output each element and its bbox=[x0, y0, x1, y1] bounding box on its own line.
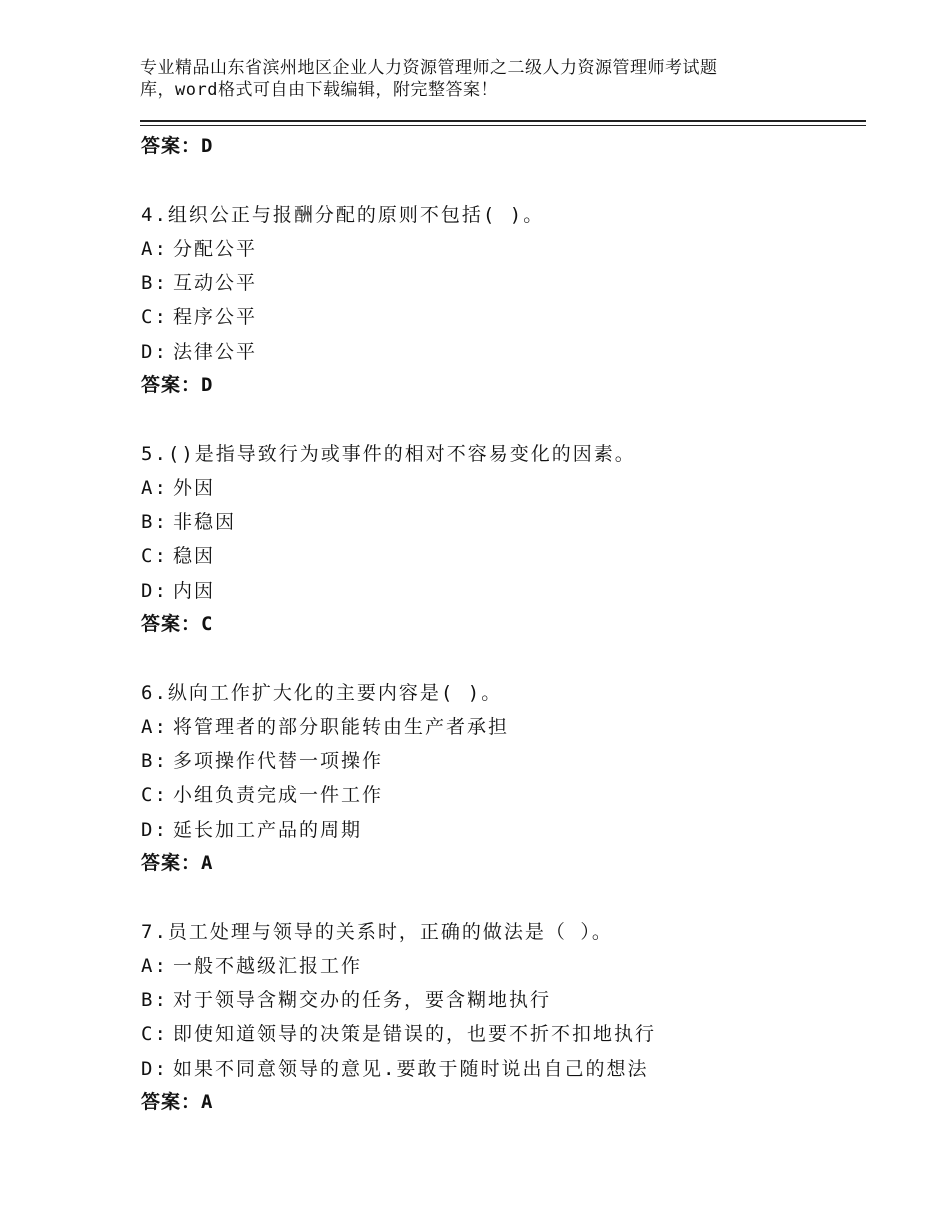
option-a bbox=[141, 951, 362, 978]
option-key: A: bbox=[141, 477, 168, 499]
option-text: 对于领导含糊交办的任务，要含糊地执行 bbox=[173, 989, 552, 1011]
option-key: D: bbox=[141, 819, 168, 841]
option-c bbox=[141, 780, 383, 807]
answer-label: 答案：D bbox=[141, 374, 214, 396]
option-d bbox=[141, 576, 215, 603]
option-text: 将管理者的部分职能转由生产者承担 bbox=[173, 716, 510, 738]
option-key: D: bbox=[141, 1058, 168, 1080]
option-key: C: bbox=[141, 545, 168, 567]
option-key: B: bbox=[141, 750, 168, 772]
option-text: 小组负责完成一件工作 bbox=[173, 784, 384, 806]
option-c bbox=[141, 1019, 656, 1046]
question-text: 6.纵向工作扩大化的主要内容是( )。 bbox=[141, 682, 503, 704]
option-d bbox=[141, 815, 362, 842]
option-text: 程序公平 bbox=[173, 306, 258, 328]
option-key: B: bbox=[141, 989, 168, 1011]
option-d bbox=[141, 1054, 648, 1081]
option-text: 延长加工产品的周期 bbox=[173, 819, 363, 841]
answer-label: 答案：A bbox=[141, 852, 214, 874]
option-text: 一般不越级汇报工作 bbox=[173, 955, 363, 977]
option-a bbox=[141, 234, 257, 261]
header-line-2: 库，word格式可自由下载编辑，附完整答案！ bbox=[140, 80, 498, 100]
header-line-1: 专业精品山东省滨州地区企业人力资源管理师之二级人力资源管理师考试题 bbox=[140, 58, 718, 78]
answer-label: 答案：A bbox=[141, 1091, 214, 1113]
header-rule-thin bbox=[140, 125, 866, 126]
option-a bbox=[141, 712, 509, 739]
option-b bbox=[141, 985, 551, 1012]
option-key: D: bbox=[141, 341, 168, 363]
option-text: 多项操作代替一项操作 bbox=[173, 750, 384, 772]
option-text: 分配公平 bbox=[173, 238, 258, 260]
option-key: C: bbox=[141, 1023, 168, 1045]
option-key: D: bbox=[141, 580, 168, 602]
document-header bbox=[140, 57, 780, 101]
option-text: 外因 bbox=[173, 477, 216, 499]
option-text: 即使知道领导的决策是错误的，也要不折不扣地执行 bbox=[173, 1023, 657, 1045]
answer-label: 答案：C bbox=[141, 613, 214, 635]
option-d bbox=[141, 337, 257, 364]
option-text: 如果不同意领导的意见.要敢于随时说出自己的想法 bbox=[173, 1058, 649, 1080]
option-b bbox=[141, 746, 383, 773]
option-text: 法律公平 bbox=[173, 341, 258, 363]
option-key: C: bbox=[141, 784, 168, 806]
option-key: A: bbox=[141, 716, 168, 738]
header-rule-thick bbox=[140, 120, 866, 122]
answer-label: 答案：D bbox=[141, 135, 214, 157]
question-text: 4.组织公正与报酬分配的原则不包括( )。 bbox=[141, 204, 545, 226]
option-c bbox=[141, 302, 257, 329]
option-c bbox=[141, 541, 215, 568]
option-text: 非稳因 bbox=[173, 511, 237, 533]
option-text: 互动公平 bbox=[173, 272, 258, 294]
option-b bbox=[141, 268, 257, 295]
option-text: 内因 bbox=[173, 580, 216, 602]
option-a bbox=[141, 473, 215, 500]
option-text: 稳因 bbox=[173, 545, 216, 567]
option-key: A: bbox=[141, 238, 168, 260]
option-key: B: bbox=[141, 272, 168, 294]
option-key: C: bbox=[141, 306, 168, 328]
option-key: A: bbox=[141, 955, 168, 977]
option-b bbox=[141, 507, 236, 534]
option-key: B: bbox=[141, 511, 168, 533]
question-text: 7.员工处理与领导的关系时，正确的做法是（ ）。 bbox=[141, 921, 613, 943]
question-text: 5.()是指导致行为或事件的相对不容易变化的因素。 bbox=[141, 443, 636, 465]
